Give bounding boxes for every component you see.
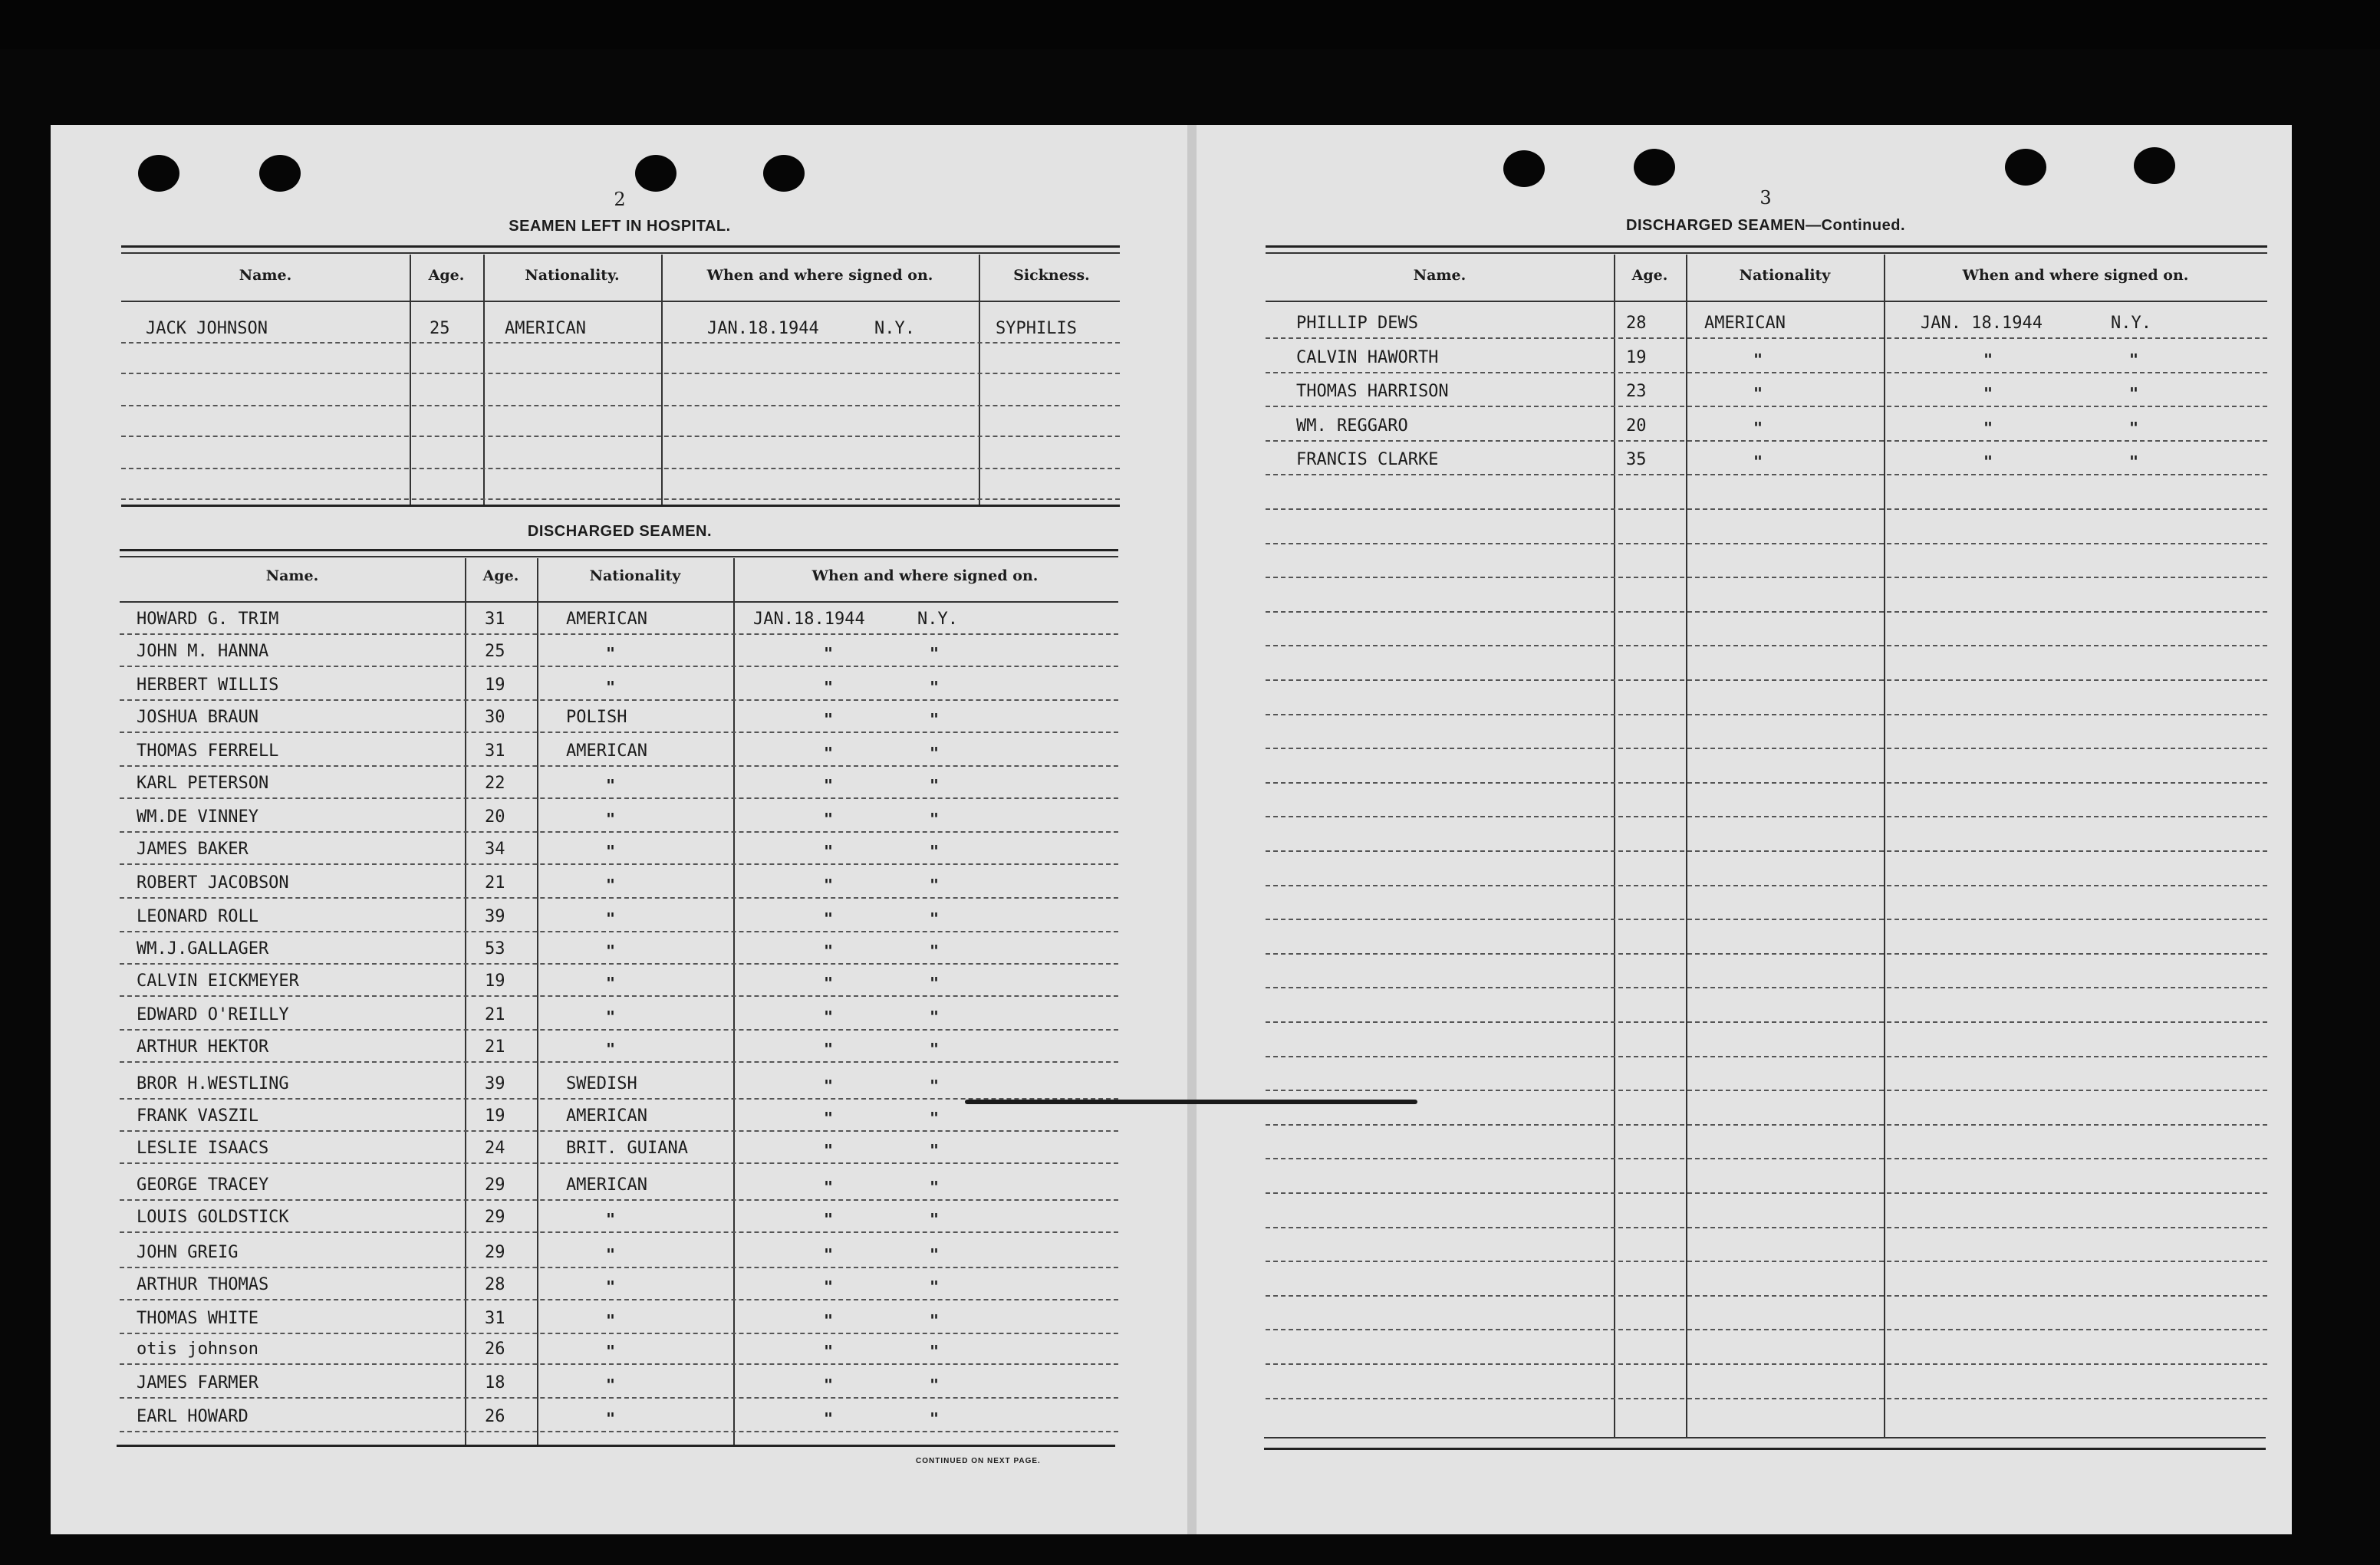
dotted-row-line bbox=[121, 405, 1120, 406]
continued-footer: CONTINUED ON NEXT PAGE. bbox=[916, 1457, 1041, 1465]
seaman-signed-date: " bbox=[824, 876, 834, 894]
dotted-row-line bbox=[120, 1397, 1118, 1399]
seaman-nationality: POLISH bbox=[566, 708, 627, 727]
punch-hole bbox=[138, 155, 179, 192]
hospital-place: N.Y. bbox=[874, 319, 915, 338]
dotted-row-line bbox=[1266, 372, 2267, 373]
seaman-age: 31 bbox=[485, 741, 505, 761]
dotted-row-line bbox=[1266, 782, 2267, 784]
seaman-signed-date: " bbox=[1983, 350, 1993, 369]
dotted-row-line bbox=[120, 897, 1118, 899]
seaman-nationality: " bbox=[606, 678, 616, 696]
hospital-nationality: AMERICAN bbox=[505, 319, 586, 338]
dotted-row-line bbox=[120, 1162, 1118, 1164]
column-header: Nationality bbox=[589, 567, 681, 584]
dotted-row-line bbox=[121, 436, 1120, 437]
seaman-name: CALVIN HAWORTH bbox=[1296, 348, 1439, 367]
seaman-signed-date: " bbox=[1983, 384, 1993, 403]
seaman-name: HOWARD G. TRIM bbox=[137, 610, 279, 629]
seaman-signed-place: " bbox=[930, 909, 940, 928]
column-header: When and where signed on. bbox=[1962, 267, 2189, 284]
dotted-row-line bbox=[120, 633, 1118, 635]
seaman-nationality: " bbox=[606, 1311, 616, 1330]
column-header: Name. bbox=[1413, 267, 1467, 284]
seaman-signed-place: " bbox=[930, 710, 940, 728]
dotted-row-line bbox=[120, 797, 1118, 799]
dotted-row-line bbox=[120, 1061, 1118, 1063]
seaman-signed-place: " bbox=[930, 1245, 940, 1264]
seaman-signed-date: " bbox=[824, 942, 834, 960]
column-header: Name. bbox=[265, 567, 319, 584]
dotted-row-line bbox=[1266, 1227, 2267, 1228]
seaman-signed-date: " bbox=[824, 1040, 834, 1058]
seaman-signed-date: " bbox=[824, 1245, 834, 1264]
rule bbox=[120, 549, 1118, 551]
seaman-signed-date: " bbox=[824, 1210, 834, 1228]
dotted-row-line bbox=[1266, 645, 2267, 646]
seaman-age: 21 bbox=[485, 1005, 505, 1024]
seaman-signed-date: " bbox=[824, 678, 834, 696]
dotted-row-line bbox=[121, 498, 1120, 500]
seaman-nationality: " bbox=[1753, 384, 1763, 403]
dotted-row-line bbox=[1266, 1124, 2267, 1126]
rule bbox=[121, 505, 1120, 507]
column-header: Name. bbox=[239, 267, 292, 284]
dotted-row-line bbox=[120, 765, 1118, 767]
dotted-row-line bbox=[120, 1333, 1118, 1334]
dotted-row-line bbox=[1266, 953, 2267, 955]
seaman-signed-date: " bbox=[824, 744, 834, 762]
seaman-signed-date: " bbox=[824, 644, 834, 662]
dotted-row-line bbox=[1266, 543, 2267, 544]
dotted-row-line bbox=[1266, 474, 2267, 475]
column-divider bbox=[465, 558, 466, 1445]
hospital-name: JACK JOHNSON bbox=[146, 319, 268, 338]
seaman-age: 26 bbox=[485, 1407, 505, 1426]
seaman-nationality: " bbox=[606, 644, 616, 662]
dotted-row-line bbox=[1266, 1363, 2267, 1365]
punch-hole bbox=[2134, 147, 2175, 184]
ink-mark bbox=[965, 1100, 1417, 1104]
seaman-age: 28 bbox=[485, 1275, 505, 1294]
seaman-signed-date: " bbox=[824, 776, 834, 794]
seaman-signed-date: " bbox=[824, 710, 834, 728]
right-page bbox=[1197, 125, 2292, 1534]
seaman-nationality: AMERICAN bbox=[566, 1106, 647, 1126]
seaman-age: 53 bbox=[485, 939, 505, 958]
dotted-row-line bbox=[120, 963, 1118, 965]
seaman-age: 26 bbox=[485, 1340, 505, 1359]
column-divider bbox=[733, 558, 735, 1445]
page-number: 2 bbox=[614, 189, 626, 210]
seaman-signed-place: " bbox=[930, 1342, 940, 1360]
seaman-age: 29 bbox=[485, 1175, 505, 1195]
seaman-signed-date: " bbox=[824, 1178, 834, 1196]
seaman-signed-place: " bbox=[930, 644, 940, 662]
rule bbox=[1266, 252, 2267, 254]
dotted-row-line bbox=[1266, 440, 2267, 442]
seaman-signed-place: " bbox=[930, 842, 940, 860]
seaman-nationality: " bbox=[1753, 350, 1763, 369]
dotted-row-line bbox=[120, 1267, 1118, 1268]
column-header: Nationality bbox=[1739, 267, 1831, 284]
seaman-signed-date: JAN.18.1944 bbox=[753, 610, 865, 629]
rule bbox=[1264, 1448, 2266, 1450]
seaman-name: WM.DE VINNEY bbox=[137, 807, 258, 827]
seaman-name: JOHN M. HANNA bbox=[137, 642, 269, 661]
seaman-signed-date: " bbox=[824, 974, 834, 992]
seaman-nationality: AMERICAN bbox=[566, 741, 647, 761]
seaman-age: 34 bbox=[485, 840, 505, 859]
rule bbox=[121, 252, 1120, 254]
seaman-name: THOMAS FERRELL bbox=[137, 741, 279, 761]
seaman-age: 23 bbox=[1626, 382, 1647, 401]
column-header: When and where signed on. bbox=[811, 567, 1039, 584]
seaman-age: 30 bbox=[485, 708, 505, 727]
column-header: Age. bbox=[482, 567, 519, 584]
punch-hole bbox=[635, 155, 676, 192]
seaman-signed-place: " bbox=[930, 810, 940, 828]
seaman-age: 29 bbox=[485, 1208, 505, 1227]
punch-hole bbox=[1634, 149, 1675, 186]
seaman-signed-date: " bbox=[824, 1376, 834, 1394]
seaman-name: LESLIE ISAACS bbox=[137, 1139, 269, 1158]
dotted-row-line bbox=[1266, 1158, 2267, 1159]
hospital-section-title: SEAMEN LEFT IN HOSPITAL. bbox=[509, 218, 731, 235]
seaman-nationality: SWEDISH bbox=[566, 1074, 637, 1093]
punch-hole bbox=[763, 155, 805, 192]
seaman-nationality: " bbox=[1753, 452, 1763, 471]
discharged-continued-title: DISCHARGED SEAMEN—Continued. bbox=[1626, 217, 1905, 234]
seaman-nationality: BRIT. GUIANA bbox=[566, 1139, 688, 1158]
seaman-nationality: " bbox=[606, 974, 616, 992]
column-header: When and where signed on. bbox=[706, 267, 933, 284]
seaman-name: LOUIS GOLDSTICK bbox=[137, 1208, 289, 1227]
dotted-row-line bbox=[120, 863, 1118, 865]
seaman-signed-date: " bbox=[824, 1277, 834, 1296]
seaman-name: ARTHUR THOMAS bbox=[137, 1275, 269, 1294]
seaman-nationality: AMERICAN bbox=[566, 1175, 647, 1195]
seaman-signed-date: JAN. 18.1944 bbox=[1921, 314, 2043, 333]
seaman-nationality: " bbox=[1753, 419, 1763, 437]
dotted-row-line bbox=[120, 1130, 1118, 1132]
seaman-age: 39 bbox=[485, 1074, 505, 1093]
dotted-row-line bbox=[1266, 577, 2267, 578]
rule bbox=[1266, 245, 2267, 248]
dotted-row-line bbox=[120, 699, 1118, 701]
page-fold bbox=[1187, 125, 1197, 1534]
dotted-row-line bbox=[1266, 885, 2267, 886]
page-number: 3 bbox=[1759, 187, 1772, 209]
seaman-age: 29 bbox=[485, 1243, 505, 1262]
hospital-date: JAN.18.1944 bbox=[707, 319, 819, 338]
seaman-nationality: " bbox=[606, 1376, 616, 1394]
dotted-row-line bbox=[121, 468, 1120, 469]
seaman-signed-place: " bbox=[930, 1141, 940, 1159]
column-header: Nationality. bbox=[525, 267, 620, 284]
dotted-row-line bbox=[120, 1231, 1118, 1233]
column-header: Sickness. bbox=[1013, 267, 1090, 284]
seaman-signed-date: " bbox=[824, 909, 834, 928]
seaman-signed-date: " bbox=[824, 1109, 834, 1127]
seaman-signed-date: " bbox=[824, 842, 834, 860]
column-header: Age. bbox=[1631, 267, 1668, 284]
seaman-nationality: AMERICAN bbox=[566, 610, 647, 629]
seaman-age: 21 bbox=[485, 1037, 505, 1057]
seaman-name: WM. REGGARO bbox=[1296, 416, 1408, 436]
seaman-name: WM.J.GALLAGER bbox=[137, 939, 269, 958]
dotted-row-line bbox=[120, 732, 1118, 733]
seaman-signed-place: " bbox=[930, 1109, 940, 1127]
seaman-name: GEORGE TRACEY bbox=[137, 1175, 269, 1195]
dotted-row-line bbox=[1266, 1021, 2267, 1023]
seaman-nationality: " bbox=[606, 1040, 616, 1058]
seaman-nationality: " bbox=[606, 1342, 616, 1360]
seaman-nationality: AMERICAN bbox=[1704, 314, 1786, 333]
dotted-row-line bbox=[1266, 1329, 2267, 1330]
seaman-signed-place: " bbox=[930, 1210, 940, 1228]
seaman-age: 19 bbox=[485, 1106, 505, 1126]
hospital-age: 25 bbox=[430, 319, 450, 338]
dotted-row-line bbox=[1266, 919, 2267, 920]
seaman-nationality: " bbox=[606, 1210, 616, 1228]
dotted-row-line bbox=[120, 1199, 1118, 1201]
seaman-signed-place: " bbox=[930, 1040, 940, 1058]
seaman-signed-place: N.Y. bbox=[917, 610, 958, 629]
seaman-signed-place: " bbox=[930, 1409, 940, 1428]
seaman-signed-date: " bbox=[824, 1342, 834, 1360]
seaman-signed-place: " bbox=[930, 1178, 940, 1196]
seaman-signed-place: " bbox=[930, 1008, 940, 1026]
dotted-row-line bbox=[1266, 748, 2267, 749]
seaman-name: JAMES BAKER bbox=[137, 840, 249, 859]
seaman-age: 22 bbox=[485, 774, 505, 793]
dotted-row-line bbox=[1266, 816, 2267, 817]
dotted-row-line bbox=[1266, 850, 2267, 852]
seaman-name: EARL HOWARD bbox=[137, 1407, 249, 1426]
seaman-age: 28 bbox=[1626, 314, 1647, 333]
seaman-signed-place: " bbox=[2129, 350, 2139, 369]
seaman-nationality: " bbox=[606, 909, 616, 928]
seaman-signed-place: " bbox=[930, 678, 940, 696]
seaman-nationality: " bbox=[606, 810, 616, 828]
seaman-nationality: " bbox=[606, 1008, 616, 1026]
dotted-row-line bbox=[120, 1299, 1118, 1300]
seaman-name: HERBERT WILLIS bbox=[137, 676, 279, 695]
seaman-signed-place: " bbox=[930, 974, 940, 992]
seaman-signed-place: " bbox=[930, 1376, 940, 1394]
dotted-row-line bbox=[1266, 1261, 2267, 1262]
seaman-signed-date: " bbox=[1983, 452, 1993, 471]
dotted-row-line bbox=[120, 1029, 1118, 1031]
punch-hole bbox=[259, 155, 301, 192]
dotted-row-line bbox=[120, 1431, 1118, 1432]
dotted-row-line bbox=[1266, 1192, 2267, 1194]
seaman-name: PHILLIP DEWS bbox=[1296, 314, 1418, 333]
seaman-name: FRANK VASZIL bbox=[137, 1106, 258, 1126]
rule bbox=[1266, 301, 2267, 302]
seaman-signed-place: " bbox=[930, 1077, 940, 1095]
rule bbox=[1264, 1437, 2266, 1438]
seaman-age: 35 bbox=[1626, 450, 1647, 469]
seaman-age: 19 bbox=[1626, 348, 1647, 367]
dotted-row-line bbox=[1266, 508, 2267, 510]
seaman-name: CALVIN EICKMEYER bbox=[137, 972, 299, 991]
seaman-signed-place: " bbox=[2129, 452, 2139, 471]
seaman-name: otis johnson bbox=[137, 1340, 258, 1359]
seaman-signed-place: " bbox=[930, 876, 940, 894]
column-divider bbox=[537, 558, 538, 1445]
dotted-row-line bbox=[1266, 1056, 2267, 1057]
dotted-row-line bbox=[120, 831, 1118, 833]
seaman-age: 31 bbox=[485, 1309, 505, 1328]
seaman-signed-place: " bbox=[2129, 384, 2139, 403]
seaman-age: 19 bbox=[485, 972, 505, 991]
discharged-section-title: DISCHARGED SEAMEN. bbox=[527, 523, 713, 540]
seaman-name: JOHN GREIG bbox=[137, 1243, 239, 1262]
seaman-signed-place: " bbox=[2129, 419, 2139, 437]
seaman-signed-date: " bbox=[824, 1141, 834, 1159]
dotted-row-line bbox=[120, 1098, 1118, 1100]
seaman-name: ROBERT JACOBSON bbox=[137, 873, 289, 893]
seaman-signed-place: N.Y. bbox=[2111, 314, 2151, 333]
seaman-age: 19 bbox=[485, 676, 505, 695]
dotted-row-line bbox=[1266, 1398, 2267, 1399]
dotted-row-line bbox=[1266, 679, 2267, 681]
dotted-row-line bbox=[1266, 1090, 2267, 1091]
seaman-name: LEONARD ROLL bbox=[137, 907, 258, 926]
seaman-name: KARL PETERSON bbox=[137, 774, 269, 793]
seaman-nationality: " bbox=[606, 1409, 616, 1428]
seaman-signed-place: " bbox=[930, 1311, 940, 1330]
seaman-nationality: " bbox=[606, 942, 616, 960]
seaman-age: 24 bbox=[485, 1139, 505, 1158]
seaman-nationality: " bbox=[606, 876, 616, 894]
seaman-name: JOSHUA BRAUN bbox=[137, 708, 258, 727]
seaman-signed-place: " bbox=[930, 776, 940, 794]
seaman-age: 20 bbox=[485, 807, 505, 827]
seaman-signed-place: " bbox=[930, 1277, 940, 1296]
seaman-name: JAMES FARMER bbox=[137, 1373, 258, 1392]
seaman-age: 25 bbox=[485, 642, 505, 661]
dotted-row-line bbox=[120, 666, 1118, 667]
dotted-row-line bbox=[121, 373, 1120, 374]
seaman-name: FRANCIS CLARKE bbox=[1296, 450, 1439, 469]
dotted-row-line bbox=[120, 1363, 1118, 1365]
seaman-nationality: " bbox=[606, 1245, 616, 1264]
seaman-signed-date: " bbox=[824, 1409, 834, 1428]
seaman-nationality: " bbox=[606, 1277, 616, 1296]
seaman-age: 20 bbox=[1626, 416, 1647, 436]
seaman-nationality: " bbox=[606, 842, 616, 860]
dotted-row-line bbox=[120, 995, 1118, 997]
seaman-nationality: " bbox=[606, 776, 616, 794]
seaman-signed-date: " bbox=[824, 810, 834, 828]
column-header: Age. bbox=[428, 267, 465, 284]
seaman-age: 18 bbox=[485, 1373, 505, 1392]
seaman-name: THOMAS WHITE bbox=[137, 1309, 258, 1328]
dotted-row-line bbox=[1266, 611, 2267, 613]
scan-border bbox=[0, 0, 2380, 49]
rule bbox=[121, 245, 1120, 248]
dotted-row-line bbox=[1266, 337, 2267, 339]
seaman-name: EDWARD O'REILLY bbox=[137, 1005, 289, 1024]
seaman-signed-date: " bbox=[1983, 419, 1993, 437]
seaman-signed-date: " bbox=[824, 1077, 834, 1095]
punch-hole bbox=[2005, 149, 2046, 186]
seaman-signed-place: " bbox=[930, 744, 940, 762]
seaman-age: 31 bbox=[485, 610, 505, 629]
dotted-row-line bbox=[121, 342, 1120, 344]
rule bbox=[117, 1445, 1115, 1447]
dotted-row-line bbox=[120, 931, 1118, 932]
seaman-name: THOMAS HARRISON bbox=[1296, 382, 1449, 401]
seaman-signed-place: " bbox=[930, 942, 940, 960]
dotted-row-line bbox=[1266, 1295, 2267, 1297]
rule bbox=[120, 556, 1118, 557]
seaman-name: BROR H.WESTLING bbox=[137, 1074, 289, 1093]
rule bbox=[120, 601, 1118, 603]
punch-hole bbox=[1503, 150, 1545, 187]
seaman-name: ARTHUR HEKTOR bbox=[137, 1037, 269, 1057]
seaman-age: 21 bbox=[485, 873, 505, 893]
seaman-signed-date: " bbox=[824, 1008, 834, 1026]
dotted-row-line bbox=[1266, 987, 2267, 988]
dotted-row-line bbox=[1266, 714, 2267, 715]
seaman-signed-date: " bbox=[824, 1311, 834, 1330]
seaman-age: 39 bbox=[485, 907, 505, 926]
dotted-row-line bbox=[1266, 406, 2267, 407]
hospital-sickness: SYPHILIS bbox=[996, 319, 1077, 338]
rule bbox=[121, 301, 1120, 302]
